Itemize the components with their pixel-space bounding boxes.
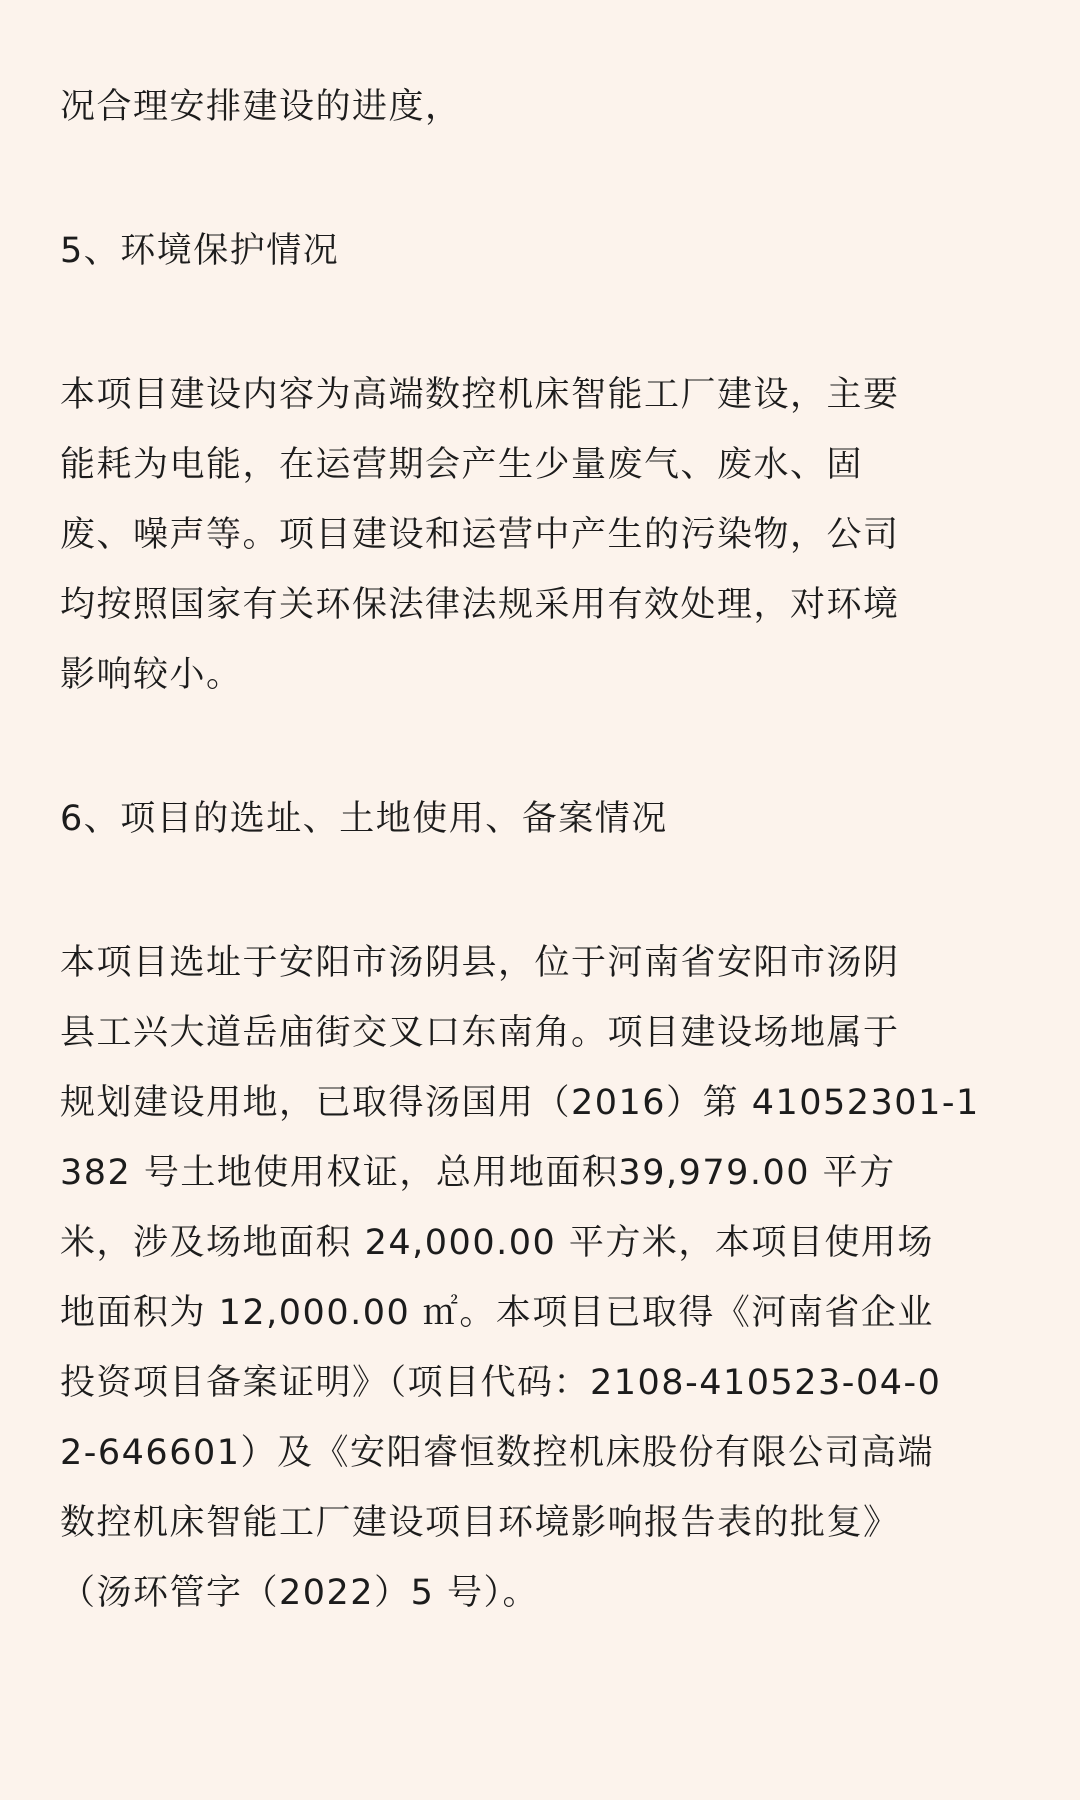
text-line: 382 号土地使用权证，总用地面积39,979.00 平方 [60, 1153, 896, 1193]
text-line: 米，涉及场地面积 24,000.00 平方米，本项目使用场 [60, 1223, 934, 1263]
text-line: 本项目选址于安阳市汤阴县，位于河南省安阳市汤阴 [60, 943, 900, 983]
paragraph-gap [60, 854, 1020, 928]
text-line: 2-646601）及《安阳睿恒数控机床股份有限公司高端 [60, 1433, 935, 1473]
text-line: 均按照国家有关环保法律法规采用有效处理，对环境 [60, 585, 900, 625]
paragraph-environment [60, 360, 1020, 710]
section-heading-5: 5、环境保护情况 [60, 231, 340, 271]
text-line: 地面积为 12,000.00 ㎡。本项目已取得《河南省企业 [60, 1293, 934, 1333]
paragraph-gap [60, 710, 1020, 784]
text-line: 废、噪声等。项目建设和运营中产生的污染物，公司 [60, 515, 900, 555]
text-line: 县工兴大道岳庙街交叉口东南角。项目建设场地属于 [60, 1013, 900, 1053]
text-line: 影响较小。 [60, 655, 243, 695]
paragraph-gap [60, 286, 1020, 360]
paragraph-progress [60, 72, 1020, 142]
text-line: 规划建设用地，已取得汤国用（2016）第 41052301-1 [60, 1083, 980, 1123]
text-line: 本项目建设内容为高端数控机床智能工厂建设，主要 [60, 375, 900, 415]
section-heading-6: 6、项目的选址、土地使用、备案情况 [60, 799, 668, 839]
paragraph-site-land [60, 928, 1020, 1628]
text-line: 况合理安排建设的进度， [60, 87, 462, 127]
paragraph-gap [60, 142, 1020, 216]
text-line: 投资项目备案证明》（项目代码：2108-410523-04-0 [60, 1363, 942, 1403]
text-line: 数控机床智能工厂建设项目环境影响报告表的批复》 [60, 1503, 900, 1543]
text-line: 能耗为电能，在运营期会产生少量废气、废水、固 [60, 445, 864, 485]
text-line: （汤环管字（2022）5 号）。 [60, 1573, 539, 1613]
